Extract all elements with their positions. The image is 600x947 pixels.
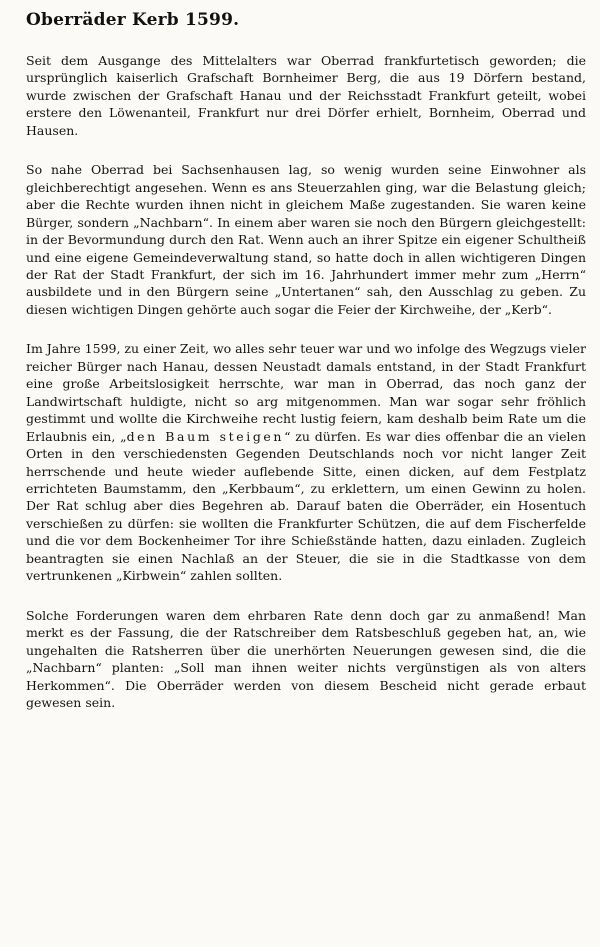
- article-title: Oberräder Kerb 1599.: [26, 10, 240, 30]
- paragraph-text: “ zu dürfen. Es war dies offenbar die an vielen Orten in den verschiedensten Gegenden Deutschlands noch vor nicht langer Zeit herrschende und heute wieder auflebende Sitte, einen dicken, auf dem Festplatz errichteten Baumstamm, den „Kerbbaum“, zu erklettern, um einen Gewinn zu holen. Der Rat schlug aber dies Begehren ab. Darauf baten die Oberräder, ein Hosentuch verschießen zu dürfen: sie wollten die Frankfurter Schützen, die auf dem Fischerfelde und die vor dem Bockenheimer Tor ihre Schießstände hatten, dazu einladen. Zugleich beantragten sie einen Nachlaß an der Steuer, die sie in die Stadtkasse von dem vertrunkenen „Kirbwein“ zahlen sollten.: [26, 428, 586, 584]
- paragraph-text: Seit dem Ausgange des Mittelalters war Oberrad frankfurtetisch geworden; die ursprünglich kaiserlich Grafschaft Bornheimer Berg, die aus 19 Dörfern bestand, wurde zwischen der Grafschaft Hanau und der Reichsstadt Frankfurt geteilt, wobei erstere den Löwenanteil, Frankfurt nur drei Dörfer erhielt, Bornheim, Oberrad und Hausen.: [26, 53, 586, 138]
- paragraph-text: Im Jahre 1599, zu einer Zeit, wo alles sehr teuer war und wo infolge des Wegzugs vieler reicher Bürger nach Hanau, dessen Neustadt damals entstand, in der Stadt Frankfurt eine große Arbeitslosigkeit herrschte, war man in Oberrad, das noch ganz der Landwirtschaft huldigte, nicht so arg mitgenommen. Man war sogar sehr fröhlich gestimmt und wollte die Kirchweihe recht lustig feiern, kam deshalb beim Rate um die Erlaubnis ein, „: [26, 341, 586, 444]
- paragraph-text: So nahe Oberrad bei Sachsenhausen lag, so wenig wurden seine Einwohner als gleichberechtigt angesehen. Wenn es ans Steuerzahlen ging, war die Belastung gleich; aber die Rechte wurden ihnen nicht in gleichem Maße zugestanden. Sie waren keine Bürger, sondern „Nachbarn“. In einem aber waren sie noch den Bürgern gleichgestellt: in der Bevormundung durch den Rat. Wenn auch an ihrer Spitze ein eigener Schultheiß und eine eigene Gemeindeverwaltung stand, so hatte doch in allen wichtigeren Dingen der Rat der Stadt Frankfurt, der sich im 16. Jahrhundert immer mehr zum „Herrn“ ausbildete und in den Bürgern seine „Untertanen“ sah, den Ausschlag zu geben. Zu diesen wichtigen Dingen gehörte auch sogar die Feier der Kirchweihe, der „Kerb“.: [26, 162, 586, 317]
- paragraph-1: [26, 52, 586, 139]
- paragraph-3: [26, 340, 586, 584]
- paragraph-2: [26, 161, 586, 318]
- paragraph-4: [26, 607, 586, 712]
- spaced-emphasis-text: den Baum steigen: [126, 428, 285, 444]
- paragraph-text: Solche Forderungen waren dem ehrbaren Rate denn doch gar zu anmaßend! Man merkt es der Fassung, die der Ratschreiber dem Ratsbeschluß gegeben hat, an, wie ungehalten die Ratsherren über die unerhörten Neuerungen gewesen sind, die die „Nachbarn“ planten: „Soll man ihnen weiter nichts vergünstigen als von alters Herkommen“. Die Oberräder werden von diesem Bescheid nicht gerade erbaut gewesen sein.: [26, 607, 586, 710]
